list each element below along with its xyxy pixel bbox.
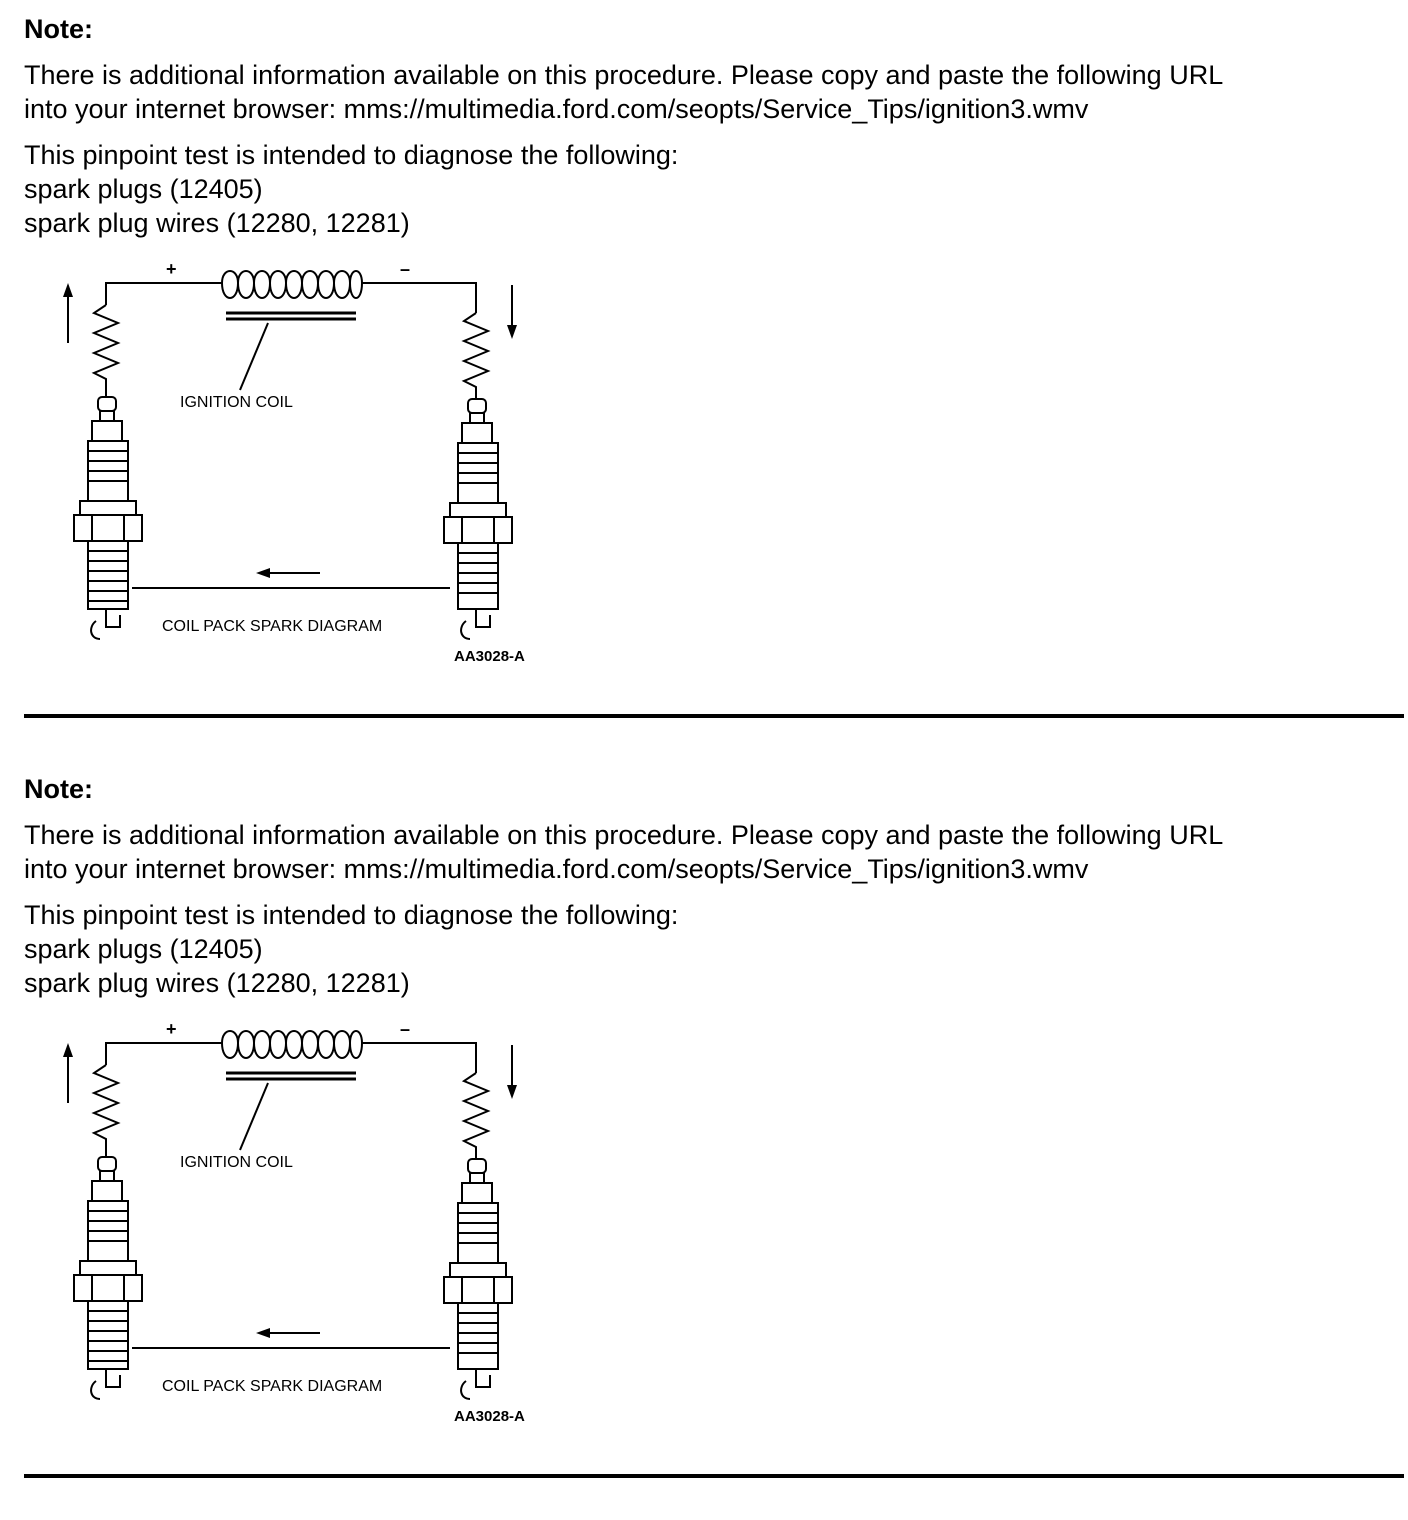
diagnose-item-spark-plug-wires: spark plug wires (12280, 12281): [24, 968, 410, 998]
pinpoint-intro: This pinpoint test is intended to diagnose the following:: [24, 140, 679, 170]
diagnose-item-spark-plug-wires: spark plug wires (12280, 12281): [24, 208, 410, 238]
left-top-wire: [106, 1043, 222, 1065]
right-top-wire: [362, 283, 476, 313]
note-section-2: [0, 760, 1408, 1520]
right-spark-plug: [444, 399, 512, 639]
diagnose-item-spark-plugs: spark plugs (12405): [24, 934, 263, 964]
left-spark-plug: [74, 1157, 142, 1399]
minus-sign: –: [400, 259, 411, 279]
info-line-1: There is additional information available on this procedure. Please copy and paste the following URL: [24, 820, 1224, 850]
coil-leader-line: [240, 1083, 268, 1150]
figure-id: AA3028-A: [454, 648, 525, 665]
coil-pack-spark-diagram: [40, 255, 580, 675]
right-resistor: [464, 313, 488, 399]
left-top-wire: [106, 283, 222, 305]
ignition-coil-label: IGNITION COIL: [180, 394, 293, 411]
note-label: Note:: [24, 14, 93, 44]
right-resistor: [464, 1073, 488, 1159]
info-line-2: into your internet browser: mms://multimedia.ford.com/seopts/Service_Tips/ignition3.wmv: [24, 854, 1089, 884]
additional-info-text: [24, 818, 1223, 886]
diagram-caption: COIL PACK SPARK DIAGRAM: [162, 618, 383, 635]
right-top-wire: [362, 1043, 476, 1073]
note-label: Note:: [24, 774, 93, 804]
right-spark-plug: [444, 1159, 512, 1399]
ignition-coil-label: IGNITION COIL: [180, 1154, 293, 1171]
coil-leader-line: [240, 323, 268, 390]
ignition-coil-winding: [222, 271, 362, 298]
figure-id: AA3028-A: [454, 1408, 525, 1425]
section-divider: [24, 714, 1404, 718]
ignition-coil-winding: [222, 1031, 362, 1058]
left-resistor: [94, 305, 118, 397]
pinpoint-intro: This pinpoint test is intended to diagnose the following:: [24, 900, 679, 930]
plus-sign: +: [166, 259, 177, 279]
left-resistor: [94, 1065, 118, 1157]
minus-sign: –: [400, 1019, 411, 1039]
info-line-1: There is additional information available on this procedure. Please copy and paste the following URL: [24, 60, 1224, 90]
plus-sign: +: [166, 1019, 177, 1039]
left-spark-plug: [74, 397, 142, 639]
section-divider: [24, 1474, 1404, 1478]
additional-info-text: [24, 58, 1223, 126]
coil-pack-spark-diagram: [40, 1015, 580, 1435]
diagnose-item-spark-plugs: spark plugs (12405): [24, 174, 263, 204]
diagram-caption: COIL PACK SPARK DIAGRAM: [162, 1378, 383, 1395]
info-line-2: into your internet browser: mms://multimedia.ford.com/seopts/Service_Tips/ignition3.wmv: [24, 94, 1089, 124]
